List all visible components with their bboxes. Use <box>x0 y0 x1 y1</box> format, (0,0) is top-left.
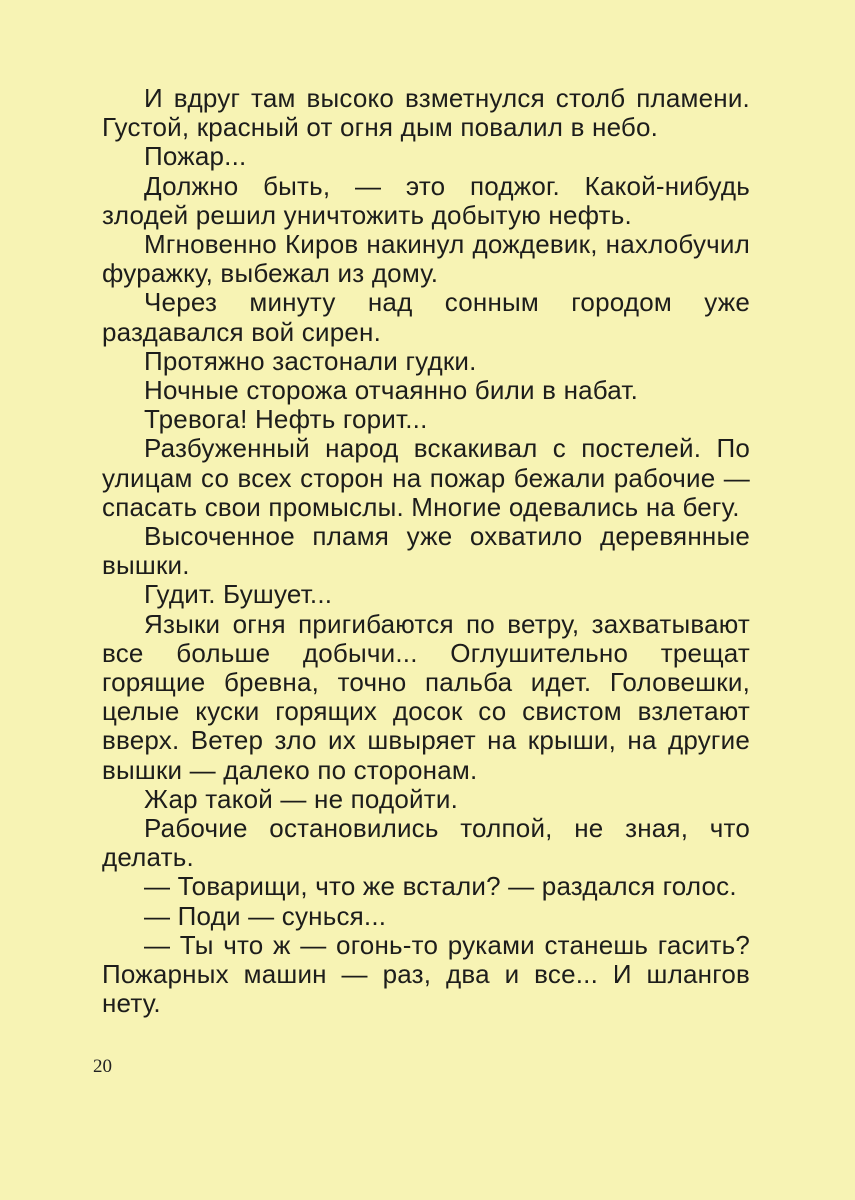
paragraph-10: Высоченное пламя уже охватило деревянные вышки. <box>102 521 750 581</box>
paragraph-5: Через минуту над сонным городом уже раздавался вой сирен. <box>102 287 750 347</box>
paragraph-6: Протяжно застонали гудки. <box>144 345 477 376</box>
paragraph-17: — Ты что ж — огонь-то руками станешь гасить? Пожарных машин — раз, два и все... И шлангов нету. <box>102 929 750 1019</box>
paragraph-3: Должно быть, — это поджог. Какой-нибудь злодей решил уничтожить добытую нефть. <box>102 170 750 230</box>
paragraph-4: Мгновенно Киров накинул дождевик, нахлобучил фуражку, выбежал из дому. <box>102 229 750 289</box>
paragraph-16: — Поди — сунься... <box>144 900 387 931</box>
paragraph-14: Рабочие остановились толпой, не зная, что делать. <box>102 813 750 873</box>
paragraph-12: Языки огня пригибаются по ветру, захватывают все больше добычи... Оглушительно трещат горящие бревна, точно пальба идет. Головешки, целые куски горящих досок со свистом взлетают вверх. Ветер зло их швыряет на крыши, на другие вышки — далеко по сторонам. <box>102 608 750 785</box>
paragraph-1: И вдруг там высоко взметнулся столб пламени. Густой, красный от огня дым повалил в небо. <box>102 83 750 143</box>
paragraph-9: Разбуженный народ вскакивал с постелей. По улицам со всех сторон на пожар бежали рабочие — спасать свои промыслы. Многие одевались на бегу. <box>102 433 750 522</box>
body-text <box>102 84 750 1019</box>
paragraph-15: — Товарищи, что же встали? — раздался голос. <box>144 871 737 902</box>
paragraph-11: Гудит. Бушует... <box>144 579 333 610</box>
paragraph-7: Ночные сторожа отчаянно били в набат. <box>144 375 639 406</box>
paragraph-2: Пожар... <box>144 141 247 172</box>
page-number: 20 <box>93 1056 112 1077</box>
paragraph-8: Тревога! Нефть горит... <box>144 404 428 435</box>
paragraph-13: Жар такой — не подойти. <box>144 783 459 814</box>
